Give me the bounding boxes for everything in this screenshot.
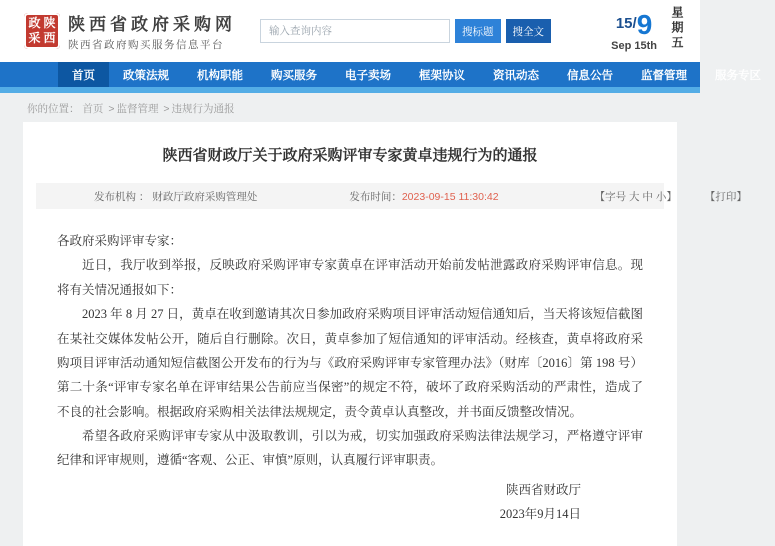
article-title: 陕西省财政厅关于政府采购评审专家黄卓违规行为的通报 [162, 147, 538, 164]
seal-char: 采 [28, 31, 41, 45]
nav-item-home[interactable]: 首页 [58, 62, 109, 87]
seal-char: 政 [28, 16, 41, 30]
search-fulltext-button[interactable]: 搜全文 [506, 19, 552, 43]
meta-source-value: 财政厅政府采购管理处 [152, 190, 258, 203]
seal-char: 西 [43, 31, 56, 45]
meta-time-label: 发布时间： [349, 190, 402, 203]
date-month: 9 [636, 8, 653, 40]
breadcrumb-violation-report[interactable]: 违规行为通报 [171, 103, 235, 115]
nav-item-service-zone[interactable]: 服务专区 [715, 69, 761, 82]
nav-item-policies[interactable]: 政策法规 [123, 69, 169, 82]
main-nav [0, 62, 761, 87]
date-english: Sep 15th [611, 39, 657, 52]
article-paragraph: 希望各政府采购评审专家从中汲取教训，引以为戒，切实加强政府采购法律法规学习，严格遵守评审纪律和评审规则，遵循“客观、公正、审慎”原则，认真履行评审职责。 [57, 429, 643, 468]
article-paragraph: 近日，我厅收到举报，反映政府采购评审专家黄卓在评审活动开始前发帖泄露政府采购评审信息。现将有关情况通报如下： [57, 258, 643, 297]
search-title-button[interactable]: 搜标题 [455, 19, 501, 43]
breadcrumb-separator: > [108, 103, 115, 115]
meta-source-label: 发布机构 ： [94, 190, 150, 203]
date-day: 15/ [615, 14, 637, 32]
nav-item-framework-agreement[interactable]: 框架协议 [419, 69, 465, 82]
site-header [0, 0, 700, 62]
font-size-small-button[interactable]: 小 [655, 190, 667, 203]
font-size-suffix: 】 [666, 190, 677, 203]
breadcrumb [0, 93, 700, 122]
nav-item-emall[interactable]: 电子卖场 [345, 69, 391, 82]
font-size-large-button[interactable]: 大 [629, 190, 640, 203]
search-bar [260, 19, 551, 43]
nav-item-supervision[interactable]: 监督管理 [641, 69, 687, 82]
print-button[interactable]: 【打印】 [704, 190, 747, 203]
article-body [23, 209, 677, 526]
meta-time-value: 2023-09-15 11:30:42 [401, 190, 499, 203]
nav-item-functions[interactable]: 机构职能 [197, 69, 243, 82]
nav-item-news[interactable]: 资讯动态 [493, 69, 539, 82]
date-weekday: 星期五 [670, 6, 684, 51]
font-size-medium-button[interactable]: 中 [642, 190, 653, 203]
nav-item-purchase-services[interactable]: 购买服务 [271, 69, 317, 82]
site-logo[interactable] [24, 10, 236, 52]
site-subtitle: 陕西省政府购买服务信息平台 [68, 39, 224, 51]
font-size-prefix: 【字号 [594, 190, 627, 203]
date-display [611, 6, 686, 56]
article-signature: 陕西省财政厅 [505, 482, 581, 497]
breadcrumb-separator: > [163, 103, 170, 115]
breadcrumb-prefix: 你的位置： [27, 103, 80, 115]
breadcrumb-home[interactable]: 首页 [82, 103, 104, 115]
search-input[interactable] [260, 19, 450, 43]
article-paragraph: 2023 年 8 月 27 日，黄卓在收到邀请其次日参加政府采购项目评审活动短信通知后，当天将该短信截图在某社交媒体发帖公开，随后自行删除。次日，黄卓参加了短信通知的评审活动。经核查，黄卓将政府采购项目评审活动通知短信截图公开发布的行为与《政府采购评审专家管理办法》（财库〔2016〕第 198 号） 第二十条“评审专家名单在评审结果公告前应当保密”的规定不符，破坏了政府采购活动的严肃性，造成了不良的社会影响。根据政府采购相关法律法规规定，责令黄卓认真整改，并书面反馈整改情况。 [57, 307, 643, 419]
article-meta-bar [36, 183, 747, 209]
article-sign-date: 2023年9月14日 [499, 506, 581, 521]
site-title: 陕西省政府采购网 [68, 15, 236, 34]
font-size-controls [595, 189, 677, 204]
breadcrumb-supervision[interactable]: 监督管理 [116, 103, 159, 115]
gov-procurement-seal-icon [24, 13, 60, 49]
article-card [23, 122, 747, 546]
nav-item-announcements[interactable]: 信息公告 [567, 69, 613, 82]
seal-char: 陕 [43, 16, 56, 30]
article-salutation: 各政府采购评审专家： [57, 234, 183, 248]
